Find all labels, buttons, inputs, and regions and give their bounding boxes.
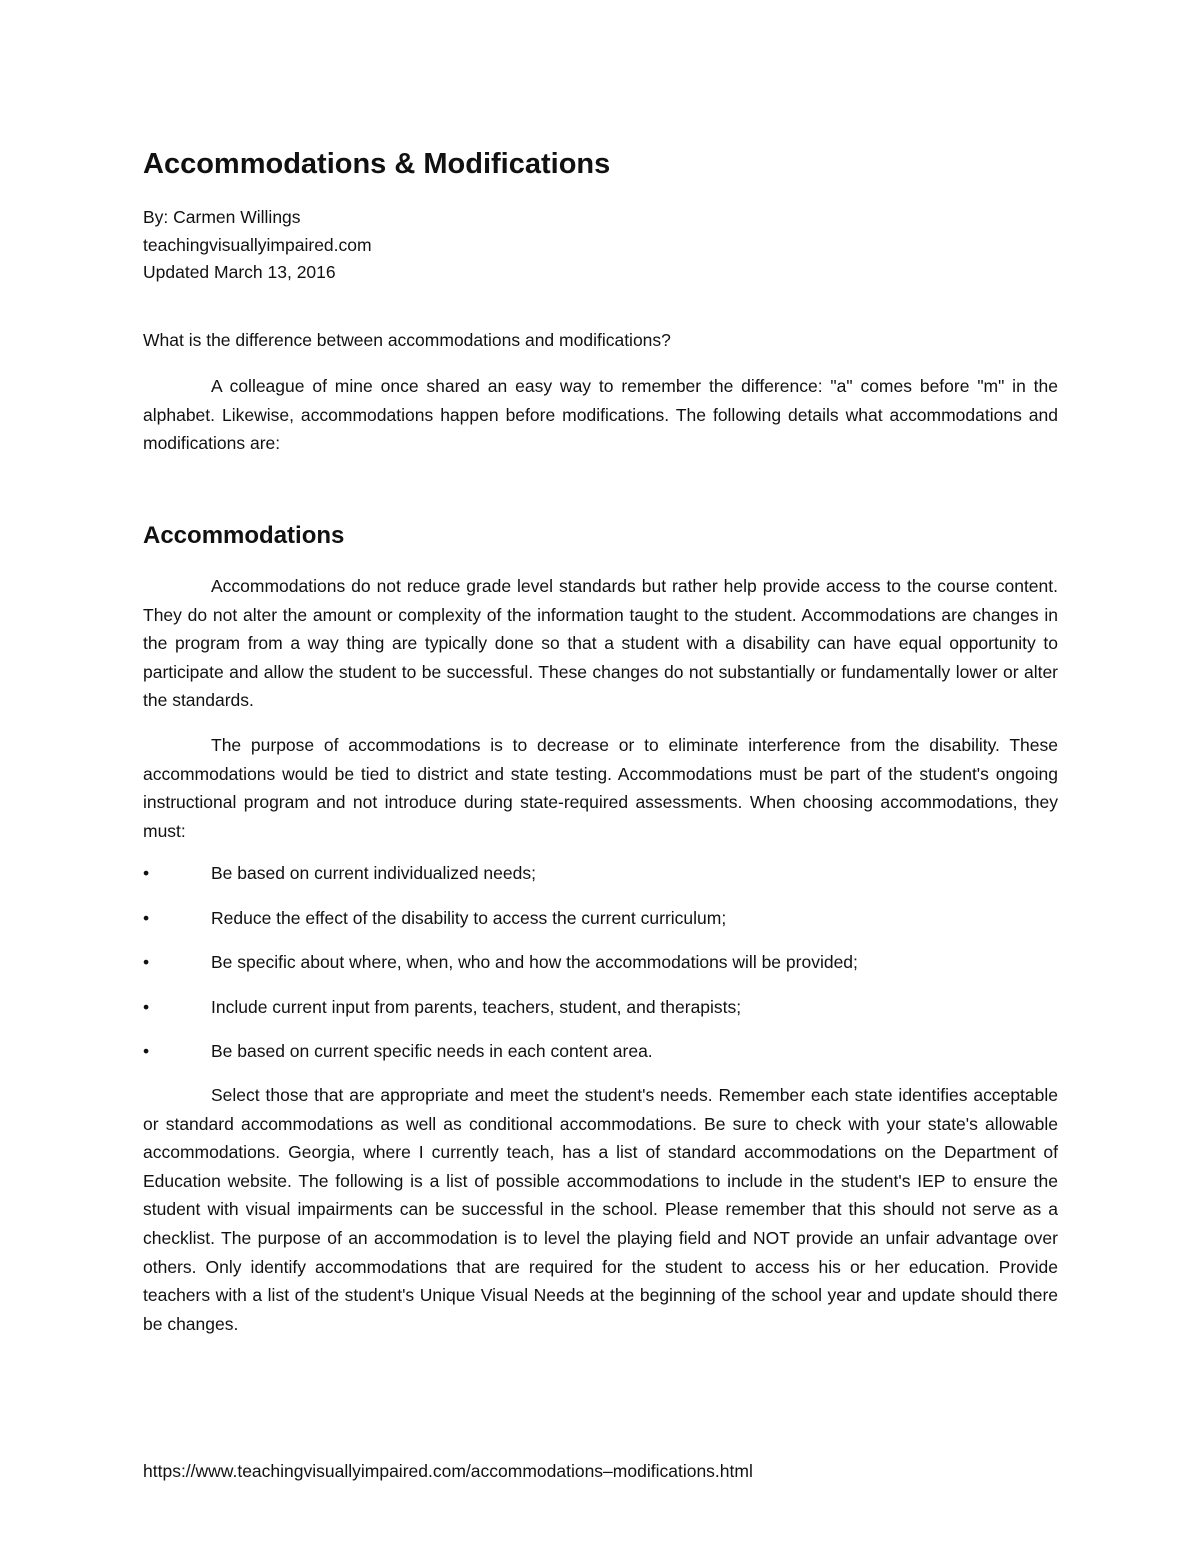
- bullet-icon: •: [143, 1041, 150, 1061]
- list-item: [143, 948, 1058, 993]
- bullet-icon: •: [143, 907, 150, 928]
- accommodations-paragraph-3: Select those that are appropriate and meet the student's needs. Remember each state identifies acceptable or standard accommodations as well as conditional accommodations. Be sure to check with your state's allowable accommodations. Georgia, where I currently teach, has a list of standard accommodations on the Department of Education website. The following is a list of possible accommodations to include in the student's IEP to ensure the student with visual impairments can be successful in the school. Please remember that this should not serve as a checklist. The purpose of an accommodation is to level the playing field and NOT provide an unfair advantage over others. Only identify accommodations that are required for the student to access his or her education. Provide teachers with a list of the student's Unique Visual Needs at the beginning of the school year and update should there be changes.: [143, 1085, 1058, 1334]
- list-item-text: Reduce the effect of the disability to access the current curriculum;: [211, 907, 727, 928]
- document-title: Accommodations & Modifications: [143, 148, 611, 180]
- website-line: teachingvisuallyimpaired.com: [143, 234, 372, 255]
- list-item: [143, 1037, 1058, 1082]
- author-line: By: Carmen Willings: [143, 207, 301, 227]
- intro-question: What is the difference between accommodations and modifications?: [143, 330, 671, 350]
- list-item: [143, 993, 1058, 1038]
- accommodations-heading: Accommodations: [143, 522, 345, 549]
- accommodations-paragraph-2: The purpose of accommodations is to decrease or to eliminate interference from the disability. These accommodations would be tied to district and state testing. Accommodations must be part of the student's ongoing instructional program and not introduce during state-required assessments. When choosing accommodations, they must:: [143, 735, 1058, 841]
- list-item: [143, 859, 1058, 904]
- list-item-text: Include current input from parents, teachers, student, and therapists;: [211, 996, 742, 1017]
- bullet-icon: •: [143, 863, 150, 883]
- intro-paragraph: A colleague of mine once shared an easy way to remember the difference: "a" comes before "m" in the alphabet. Likewise, accommodations happen before modifications. The following details what accommodations and modifications are:: [143, 376, 1058, 454]
- bullet-icon: •: [143, 996, 150, 1017]
- footer-url: https://www.teachingvisuallyimpaired.com/accommodations–modifications.html: [143, 1461, 753, 1481]
- updated-line: Updated March 13, 2016: [143, 262, 336, 282]
- list-item-text: Be specific about where, when, who and how the accommodations will be provided;: [211, 952, 858, 972]
- list-item-text: Be based on current specific needs in each content area.: [211, 1041, 653, 1061]
- document-meta: [143, 204, 372, 287]
- list-item: [143, 904, 1058, 949]
- list-item-text: Be based on current individualized needs;: [211, 863, 536, 883]
- accommodation-criteria-list: [143, 859, 1058, 1082]
- bullet-icon: •: [143, 952, 150, 972]
- accommodations-paragraph-1: Accommodations do not reduce grade level standards but rather help provide access to the course content. They do not alter the amount or complexity of the information taught to the student. Accommodations are changes in the program from a way thing are typically done so that a student with a disability can have equal opportunity to participate and allow the student to be successful. These changes do not substantially or fundamentally lower or alter the standards.: [143, 576, 1058, 711]
